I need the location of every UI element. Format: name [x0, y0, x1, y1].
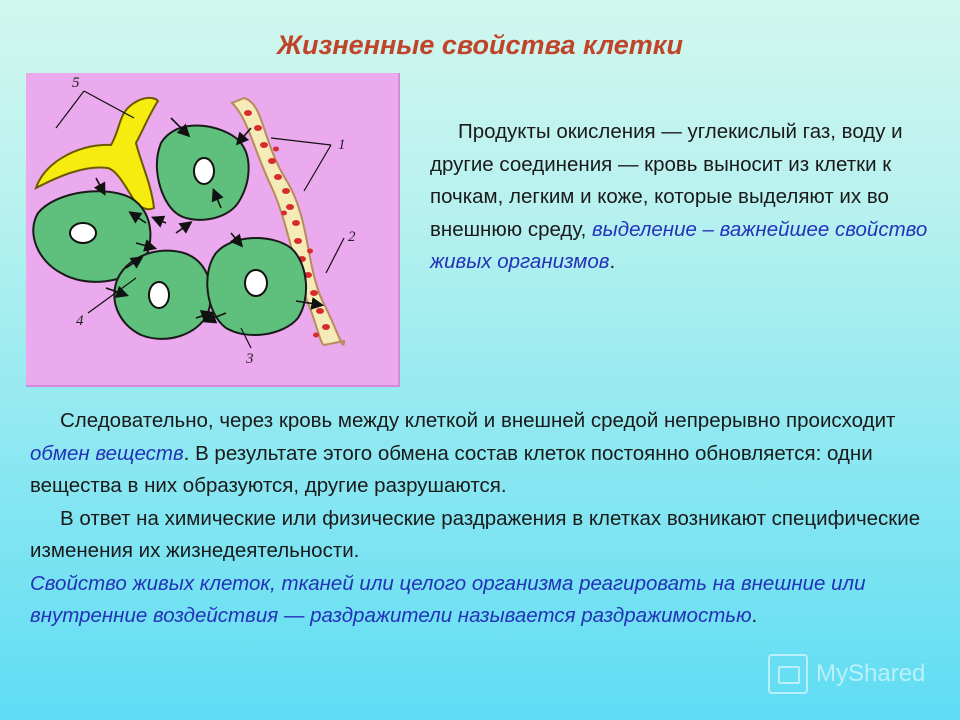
- excretion-end: .: [609, 250, 616, 273]
- figure-label-1: 1: [338, 137, 346, 153]
- irritability-text: Свойство живых клеток, тканей или целого организма реагировать на внешние или внутренние воздействия — раздражители называется раздражимостью: [30, 571, 866, 627]
- watermark-text: MyShared: [816, 660, 926, 687]
- irritation-paragraph: В ответ на химические или физические раздражения в клетках возникают специфические изменения их жизнедеятельности.: [30, 506, 921, 562]
- nucleus-icon: [194, 158, 214, 184]
- irritability-definition: [30, 568, 935, 633]
- metabolism-paragraph: [30, 405, 935, 503]
- nucleus-icon: [70, 223, 96, 243]
- cell-diagram-svg: [26, 73, 398, 385]
- slide-title: Жизненные свойства клетки: [277, 30, 683, 60]
- figure-label-2: 2: [348, 229, 356, 245]
- excretion-definition: выделение – важнейшее свойство живых организмов: [430, 217, 928, 273]
- figure-label-3: 3: [246, 351, 254, 367]
- figure-label-4: 4: [76, 313, 84, 329]
- metabolism-term: обмен веществ: [30, 441, 184, 465]
- watermark-logo-icon: [768, 654, 808, 694]
- excretion-text: Продукты окисления — углекислый газ, воду и другие соединения — кровь выносит из клетки к почкам, легким и коже, которые выделяют их во внешнюю среду,: [430, 120, 903, 241]
- cell-diagram: [26, 73, 400, 387]
- metabolism-text-b: . В результате этого обмена состав клеток постоянно обновляется: одни вещества в них образуются, другие разрушаются.: [30, 441, 873, 497]
- cell-icon: [207, 238, 306, 335]
- metabolism-text-a: Следовательно, через кровь между клеткой и внешней средой непрерывно происходит: [60, 409, 896, 432]
- cell-icon: [114, 251, 211, 339]
- cell-icon: [157, 126, 249, 220]
- nucleus-icon: [149, 282, 169, 308]
- excretion-paragraph: [430, 116, 930, 279]
- body-text: [30, 405, 935, 633]
- watermark: [768, 654, 925, 694]
- figure-label-5: 5: [72, 75, 80, 91]
- nucleus-icon: [245, 270, 267, 296]
- irritability-end: .: [751, 604, 758, 627]
